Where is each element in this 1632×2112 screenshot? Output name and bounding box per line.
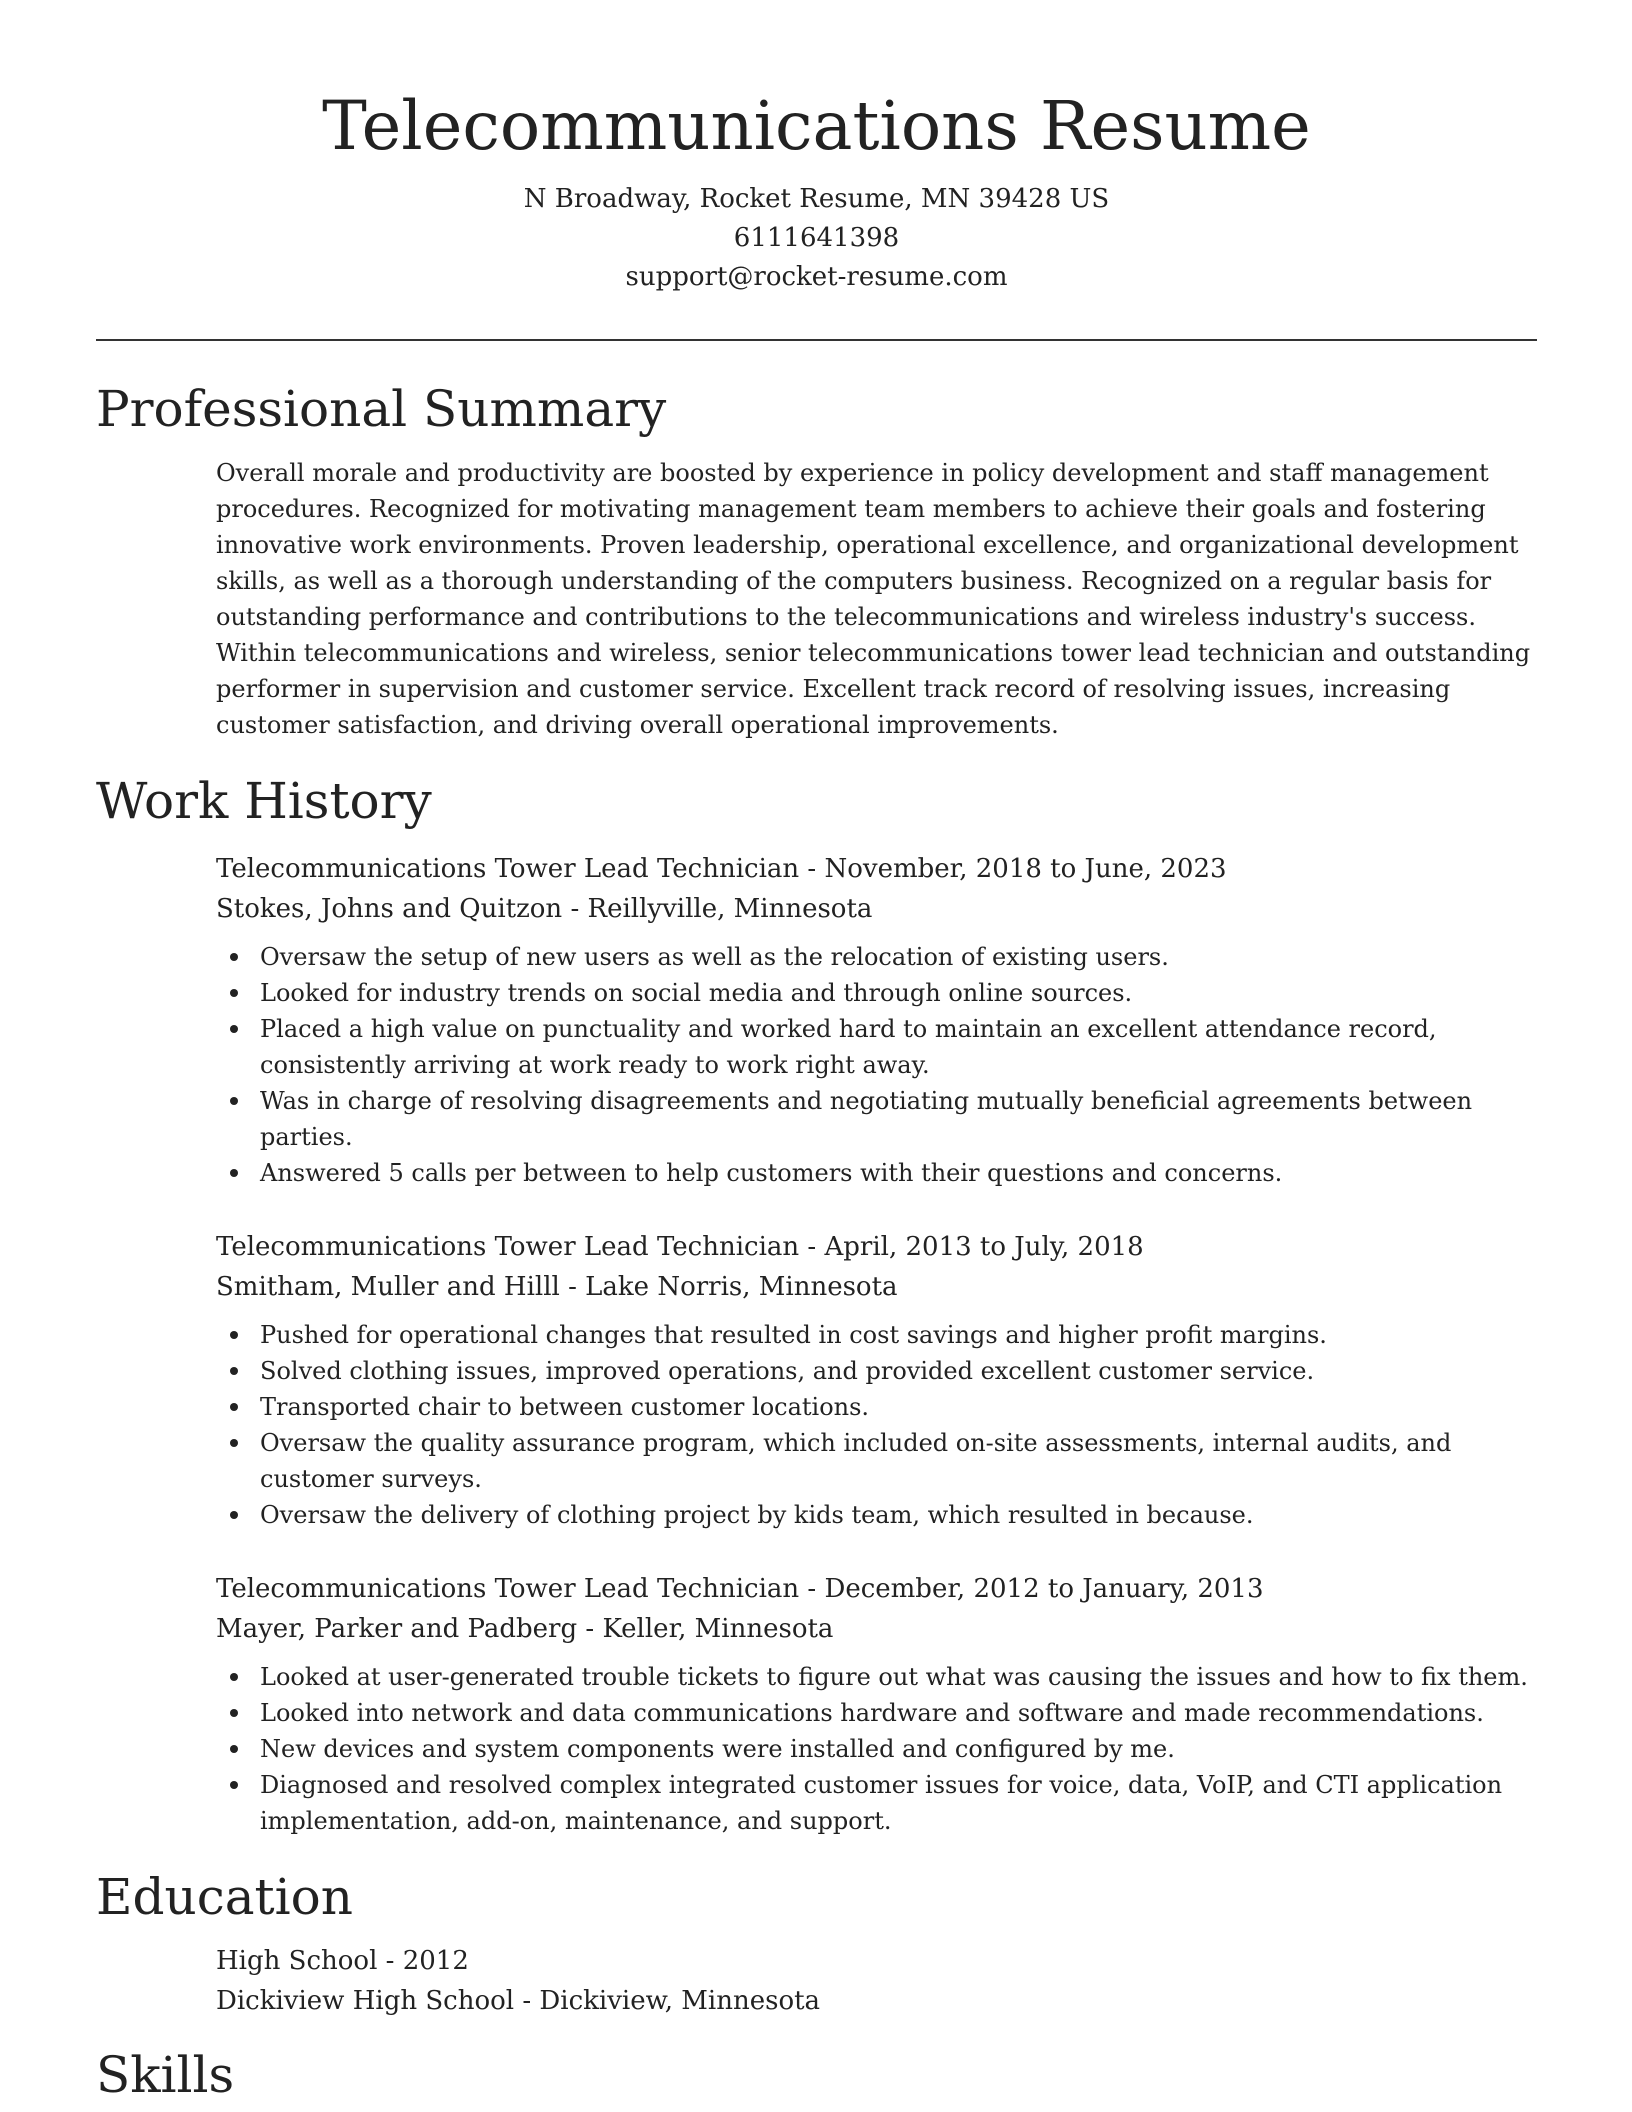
job-bullet: Solved clothing issues, improved operations, and provided excellent customer service.	[216, 1353, 1537, 1389]
job-title: Telecommunications Tower Lead Technician	[216, 854, 800, 884]
job-title-line	[216, 1227, 1537, 1267]
job-bullet: Was in charge of resolving disagreements and negotiating mutually beneficial agreements between parties.	[216, 1083, 1537, 1155]
job-bullet: Transported chair to between customer locations.	[216, 1389, 1537, 1425]
skills-section	[96, 2045, 1537, 2105]
job-location: - Keller, Minnesota	[577, 1614, 834, 1644]
job-bullet: Pushed for operational changes that resulted in cost savings and higher profit margins.	[216, 1317, 1537, 1353]
job-bullet: New devices and system components were installed and configured by me.	[216, 1731, 1537, 1767]
job-entry	[216, 1569, 1537, 1839]
education-section	[96, 1867, 1537, 2021]
job-dates: - December, 2012 to January, 2013	[799, 1574, 1264, 1604]
summary-heading: Professional Summary	[96, 380, 667, 438]
education-heading: Education	[96, 1868, 353, 1926]
job-bullet: Oversaw the quality assurance program, which included on-site assessments, internal audits, and customer surveys.	[216, 1425, 1537, 1497]
job-location: - Lake Norris, Minnesota	[559, 1272, 898, 1302]
job-bullets	[216, 1317, 1537, 1533]
education-degree: High School	[216, 1946, 378, 1976]
education-year: - 2012	[377, 1946, 469, 1976]
education-location: - Dickiview, Minnesota	[514, 1986, 821, 2016]
job-bullet: Looked into network and data communications hardware and software and made recommendations.	[216, 1695, 1537, 1731]
work-history-heading: Work History	[96, 772, 432, 830]
contact-address: N Broadway, Rocket Resume, MN 39428 US	[523, 184, 1110, 214]
professional-summary-section	[96, 379, 1537, 743]
education-degree-line	[216, 1941, 1537, 1981]
job-title: Telecommunications Tower Lead Technician	[216, 1574, 800, 1604]
job-company: Mayer, Parker and Padberg	[216, 1614, 578, 1644]
job-bullet: Diagnosed and resolved complex integrated customer issues for voice, data, VoIP, and CTI application implementation, add-on, maintenance, and support.	[216, 1767, 1537, 1839]
job-bullet: Oversaw the setup of new users as well as the relocation of existing users.	[216, 939, 1537, 975]
job-title-line	[216, 849, 1537, 889]
job-company: Smitham, Muller and Hilll	[216, 1272, 560, 1302]
job-bullet: Looked at user-generated trouble tickets to figure out what was causing the issues and how to fix them.	[216, 1659, 1537, 1695]
education-school-line	[216, 1981, 1537, 2021]
job-bullets	[216, 1659, 1537, 1839]
job-company-line	[216, 1609, 1537, 1649]
job-company-line	[216, 1267, 1537, 1307]
contact-phone: 6111641398	[733, 223, 900, 253]
job-bullet: Looked for industry trends on social media and through online sources.	[216, 975, 1537, 1011]
job-bullet: Oversaw the delivery of clothing project by kids team, which resulted in because.	[216, 1497, 1537, 1533]
job-company: Stokes, Johns and Quitzon	[216, 894, 563, 924]
job-dates: - April, 2013 to July, 2018	[799, 1232, 1144, 1262]
job-entry	[216, 1227, 1537, 1533]
resume-title: Telecommunications Resume	[322, 87, 1311, 165]
skills-heading: Skills	[96, 2046, 235, 2104]
contact-email: support@rocket-resume.com	[625, 262, 1008, 292]
summary-text: Overall morale and productivity are boosted by experience in policy development and staff management procedures. Recognized for motivating management team members to achieve their goals and fostering innovative work environments. Proven leadership, operational excellence, and organizational development skills, as well as a thorough understanding of the computers business. Recognized on a regular basis for outstanding performance and contributions to the telecommunications and wireless industry's success. Within telecommunications and wireless, senior telecommunications tower lead technician and outstanding performer in supervision and customer service. Excellent track record of resolving issues, increasing customer satisfaction, and driving overall operational improvements.	[216, 459, 1531, 739]
job-dates: - November, 2018 to June, 2023	[799, 854, 1227, 884]
resume-page	[96, 0, 1537, 2105]
education-school: Dickiview High School	[216, 1986, 515, 2016]
job-entry	[216, 849, 1537, 1191]
job-location: - Reillyville, Minnesota	[562, 894, 873, 924]
job-bullet: Answered 5 calls per between to help customers with their questions and concerns.	[216, 1155, 1537, 1191]
job-bullets	[216, 939, 1537, 1191]
job-title: Telecommunications Tower Lead Technician	[216, 1232, 800, 1262]
contact-block	[96, 180, 1537, 297]
work-history-section	[96, 771, 1537, 1839]
job-title-line	[216, 1569, 1537, 1609]
job-company-line	[216, 889, 1537, 929]
header-divider	[96, 339, 1537, 341]
job-bullet: Placed a high value on punctuality and worked hard to maintain an excellent attendance record, consistently arriving at work ready to work right away.	[216, 1011, 1537, 1083]
education-entry	[216, 1941, 1537, 2021]
